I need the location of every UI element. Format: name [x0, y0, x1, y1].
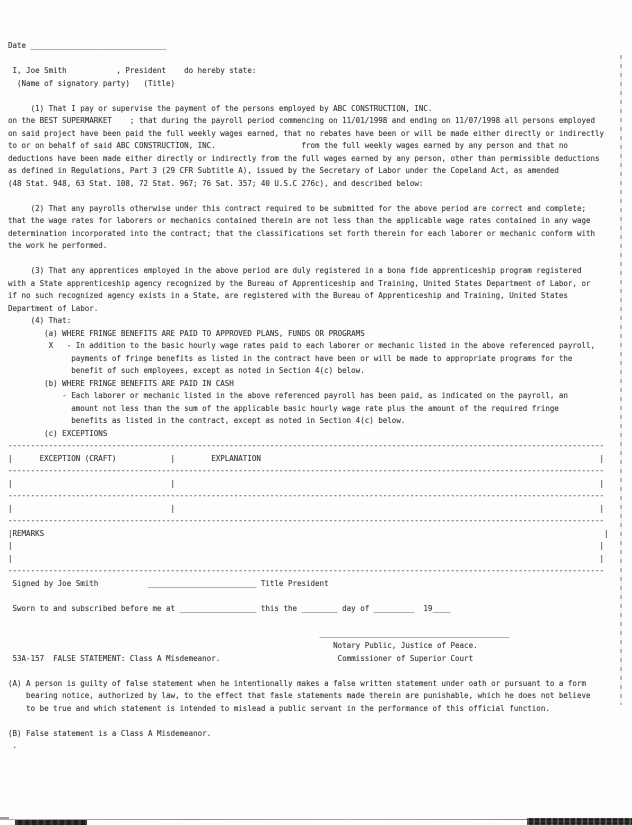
notary-signature-rule: __________________________________________ — [8, 628, 510, 638]
para-3-line-4: Department of Labor. — [8, 303, 99, 313]
para-1-line-6: as defined in Regulations, Part 3 (29 CFR Subtitle A), issued by the Secretary of Labor under the Copeland Act, as amended — [8, 166, 559, 175]
scan-bottom-bar-right-artifact — [527, 818, 632, 825]
para-1-line-4: to or on behalf of said ABC CONSTRUCTION, INC. from the full weekly wages earned by any person and that no — [8, 141, 568, 150]
para-2-line-2: that the wage rates for laborers or mechanics contained therein are not less than the applicable wage rates contained in any wage — [8, 216, 591, 225]
para-4-heading: (4) That: — [8, 316, 72, 325]
notary-caption-line-1: Notary Public, Justice of Peace. — [8, 641, 478, 650]
blank — [8, 665, 632, 678]
exception-table-border: ------------------------------------------------------------------------------------------------------------------------------------ — [8, 491, 605, 500]
para-4a-heading: (a) WHERE FRINGE BENEFITS ARE PAID TO APPROVED PLANS, FUNDS OR PROGRAMS — [8, 328, 365, 338]
signed-by-line: Signed by Joe Smith ________________________ Title President — [8, 578, 329, 588]
para-4a-line-3: benefit of such employees, except as noted in Section 4(c) below. — [8, 366, 365, 375]
para-3-line-1: (3) That any apprentices employed in the above period are duly registered in a bona fide apprenticeship program registered — [8, 266, 582, 275]
blank — [8, 190, 632, 203]
remarks-row-label: |REMARKS | — [8, 528, 609, 538]
remarks-border: ------------------------------------------------------------------------------------------------------------------------------------ — [8, 566, 605, 575]
exception-table-empty-row: | | | — [8, 503, 605, 513]
para-2-line-3: determination incorporated into the contract; that the classifications set forth therein for each laborer or mechanic conform with — [8, 228, 595, 238]
exception-table-border: ------------------------------------------------------------------------------------------------------------------------------------ — [8, 516, 605, 525]
signatory-line: I, Joe Smith , President do hereby state: — [8, 66, 257, 75]
statute-and-notary-caption-line-2: 53A-157 FALSE STATEMENT: Class A Misdemeanor. Commissioner of Superior Court — [8, 653, 474, 663]
form-text-body — [8, 40, 632, 753]
stray-dot: . — [8, 741, 18, 750]
blank — [8, 90, 632, 103]
blank — [8, 53, 632, 66]
para-1-line-2: on the BEST SUPERMARKET ; that during the payroll period commencing on 11/01/1998 and ending on 11/07/1998 all persons employed — [8, 116, 595, 125]
exception-table-border: ------------------------------------------------------------------------------------------------------------------------------------ — [8, 441, 605, 450]
signatory-caption-line: (Name of signatory party) (Title) — [8, 78, 176, 88]
para-3-line-2: with a State apprenticeship agency recognized by the Bureau of Apprenticeship and Training, United States Department of Labor, or — [8, 278, 591, 288]
blank — [8, 253, 632, 266]
para-2-line-1: (2) That any payrolls otherwise under this contract required to be submitted for the above period are correct and complete; — [8, 203, 586, 213]
para-A-line-3: to be true and which statement is intended to mislead a public servant in the performance of this official function. — [8, 703, 550, 713]
para-4c-heading: (c) EXCEPTIONS — [8, 428, 108, 438]
date-line: Date ______________________________ — [8, 41, 167, 50]
para-4b-heading: (b) WHERE FRINGE BENEFITS ARE PAID IN CASH — [8, 378, 234, 388]
para-1-line-3: on said project have been paid the full weekly wages earned, that no rebates have been or will be made either directly or indirectly — [8, 128, 605, 138]
para-A-line-1: (A) A person is guilty of false statement when he intentionally makes a false written statement under oath or pursuant to a form — [8, 678, 586, 688]
scanner-edge-artifact — [620, 55, 622, 705]
remarks-row-empty: | | — [8, 553, 605, 563]
para-4b-line-1: - Each laborer or mechanic listed in the above referenced payroll has been paid, as indicated on the payroll, an — [8, 391, 568, 400]
para-4b-line-3: benefits as listed in the contract, except as noted in Section 4(c) below. — [8, 416, 406, 425]
remarks-row-empty: | | — [8, 541, 605, 550]
para-4a-line-2: payments of fringe benefits as listed in the contract have been or will be made to appropriate programs for the — [8, 353, 573, 363]
exception-table-empty-row: | | | — [8, 478, 605, 488]
para-1-line-7: (48 Stat. 948, 63 Stat. 108, 72 Stat. 967; 76 Sat. 357; 40 U.S.C 276c), and described below: — [8, 178, 424, 188]
para-3-line-3: if no such recognized agency exists in a State, are registered with the Bureau of Apprenticeship and Training, United States — [8, 291, 568, 300]
blank — [8, 590, 632, 603]
para-1-line-1: (1) That I pay or supervise the payment of the persons employed by ABC CONSTRUCTION, INC. — [8, 103, 433, 113]
para-4b-line-2: amount not less than the sum of the applicable basic hourly wage rate plus the amount of the required fringe — [8, 403, 559, 413]
para-2-line-4: the work he performed. — [8, 241, 108, 250]
exception-table-header: | EXCEPTION (CRAFT) | EXPLANATION | — [8, 453, 605, 463]
blank — [8, 615, 632, 628]
para-4a-line-1: X - In addition to the basic hourly wage rates paid to each laborer or mechanic listed in the above referenced payroll, — [8, 341, 595, 350]
scan-bottom-bar-left-artifact — [15, 820, 87, 825]
para-1-line-5: deductions have been made either directly or indirectly from the full wages earned by any person, other than permissible deductions — [8, 153, 600, 163]
blank — [8, 715, 632, 728]
sworn-line: Sworn to and subscribed before me at _________________ this the ________ day of _________ 19____ — [8, 603, 451, 613]
para-A-line-2: bearing notice, authorized by law, to the effect that fasle statements made therein are punishable, which he does not believe — [8, 691, 591, 700]
para-B-line-1: (B) False statement is a Class A Misdemeanor. — [8, 728, 212, 738]
exception-table-border: ------------------------------------------------------------------------------------------------------------------------------------ — [8, 466, 605, 475]
